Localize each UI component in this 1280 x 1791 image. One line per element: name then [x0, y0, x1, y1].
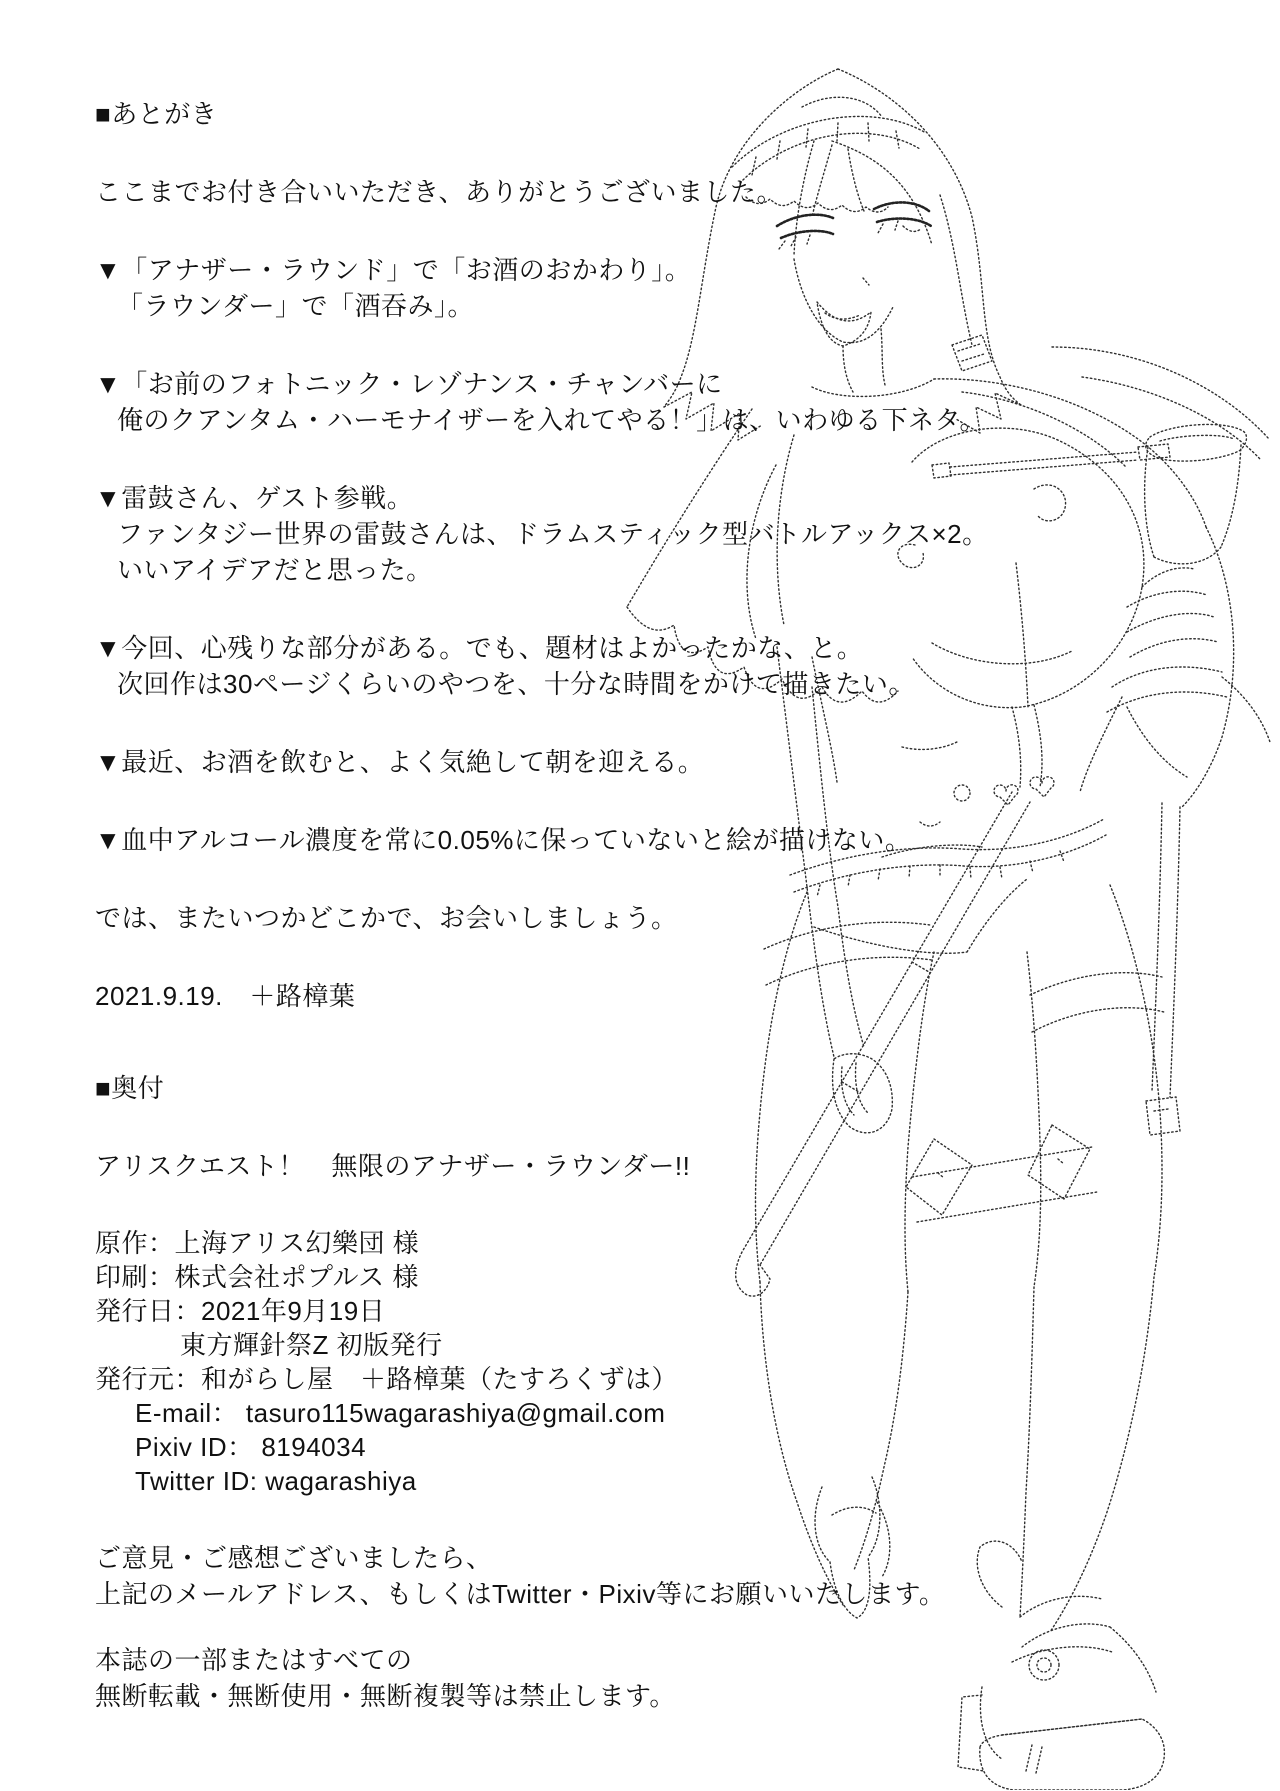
text-line: ▼「アナザー・ラウンド」で「お酒のおかわり」。 — [95, 255, 692, 285]
garter-buckle-right — [1028, 1125, 1090, 1199]
text-line: 2021.9.19. ＋路樟葉 — [95, 981, 356, 1011]
text-line: 印刷：株式会社ポプルス 様 — [95, 1262, 419, 1292]
text-column — [95, 96, 989, 1756]
glove-thumb — [1142, 568, 1194, 587]
text-line: Pixiv ID： 8194034 — [135, 1432, 367, 1462]
forearm — [1127, 677, 1270, 777]
right-thigh-outer — [1110, 885, 1162, 1277]
text-line: ▼血中アルコール濃度を常に0.05%に保っていないと絵が描けない。 — [95, 825, 912, 855]
sole-detail — [1002, 1719, 1142, 1773]
side-sheath-buckle — [1146, 1097, 1180, 1135]
afterword-paragraph — [95, 252, 989, 324]
waist-right — [1080, 697, 1122, 792]
mug-side-left — [1145, 447, 1154, 557]
contact-note — [95, 1540, 989, 1612]
shoe-buckle-outer — [1029, 1650, 1059, 1680]
afterword-paragraph — [95, 900, 989, 936]
text-line: 東方輝針祭Z 初版発行 — [180, 1330, 443, 1360]
text-line: ▼「お前のフォトニック・レゾナンス・チャンバーに — [95, 369, 723, 399]
right-shin-outer — [1050, 1277, 1154, 1632]
side-sheath — [1152, 803, 1180, 1097]
text-line: では、またいつかどこかで、お会いしましょう。 — [95, 903, 678, 933]
glove-fingers — [1127, 591, 1218, 657]
armor-spiral-right — [1034, 485, 1066, 521]
afterword-paragraph — [95, 480, 989, 588]
bikini-bow — [1030, 777, 1054, 797]
platform-sole — [980, 1719, 1165, 1790]
mug-side-right — [1221, 445, 1241, 547]
text-line: 本誌の一部またはすべての — [95, 1645, 413, 1675]
afterword-paragraph — [95, 822, 989, 858]
glove-cuff — [1107, 667, 1227, 712]
copyright-note — [95, 1642, 989, 1714]
text-line: 発行日：2021年9月19日 — [95, 1296, 386, 1326]
book-title — [95, 1148, 989, 1184]
right-thigh-inner — [1027, 952, 1041, 1287]
afterword-heading — [95, 96, 989, 132]
afterword-signature — [95, 978, 989, 1014]
text-line: 「ラウンダー」で「酒吞み」。 — [117, 291, 474, 321]
cape-back-right — [1182, 527, 1234, 807]
shoe-buckle-inner — [1037, 1658, 1051, 1672]
bikini-bow — [994, 785, 1018, 805]
mug-inner-rim — [1160, 435, 1234, 441]
afterword-paragraph — [95, 630, 989, 702]
text-line: ▼雷鼓さん、ゲスト参戦。 — [95, 483, 414, 513]
mug-rim — [1146, 424, 1247, 461]
text-line: ■あとがき — [95, 99, 218, 129]
text-line: Twitter ID: wagarashiya — [135, 1466, 417, 1496]
text-line: 次回作は30ページくらいのやつを、十分な時間をかけて描きたい。 — [117, 669, 915, 699]
mug-bottom — [1154, 547, 1221, 564]
shoe-ankle-strap — [1020, 1596, 1110, 1647]
text-line: 無断転載・無断使用・無断複製等は禁止します。 — [95, 1681, 676, 1711]
text-line: いいアイデアだと思った。 — [117, 555, 433, 585]
right-stocking-band — [1030, 973, 1164, 1032]
text-line: ここまでお付き合いいただき、ありがとうございました。 — [95, 177, 783, 207]
text-line: E-mail： tasuro115wagarashiya@gmail.com — [135, 1398, 666, 1428]
colophon-heading — [95, 1070, 989, 1106]
text-line: ▼最近、お酒を飲むと、よく気絶して朝を迎える。 — [95, 747, 705, 777]
text-line: ▼今回、心残りな部分がある。でも、題材はよかったかな、と。 — [95, 633, 864, 663]
shoe-top — [1110, 1627, 1156, 1692]
text-line: 発行元：和がらし屋 ＋路樟葉（たすろくずは） — [95, 1364, 679, 1394]
colophon-credits — [95, 1226, 989, 1498]
text-line: 俺のクアンタム・ハーモナイザーを入れてやる！」は、いわゆる下ネタ。 — [117, 405, 987, 435]
side-strap — [1012, 563, 1042, 787]
text-line: 上記のメールアドレス、もしくはTwitter・Pixiv等にお願いいたします。 — [95, 1579, 946, 1609]
text-line: アリスクエスト！ 無限のアナザー・ラウンダー!! — [95, 1151, 691, 1181]
afterword-paragraph — [95, 366, 989, 438]
text-line: ■奥付 — [95, 1073, 165, 1103]
text-line: ご意見・ご感想ございましたら、 — [95, 1543, 493, 1573]
right-shin-inner — [1020, 1287, 1034, 1617]
text-line: ファンタジー世界の雷鼓さんは、ドラムスティック型バトルアックス×2。 — [117, 519, 989, 549]
afterword-paragraph — [95, 744, 989, 780]
text-line: 原作：上海アリス幻樂団 様 — [95, 1228, 420, 1258]
cape-swoosh-inner — [1082, 377, 1260, 459]
cape-swoosh-outer — [1052, 347, 1269, 439]
shoe-strap — [1012, 1647, 1112, 1662]
afterword-paragraph — [95, 174, 989, 210]
